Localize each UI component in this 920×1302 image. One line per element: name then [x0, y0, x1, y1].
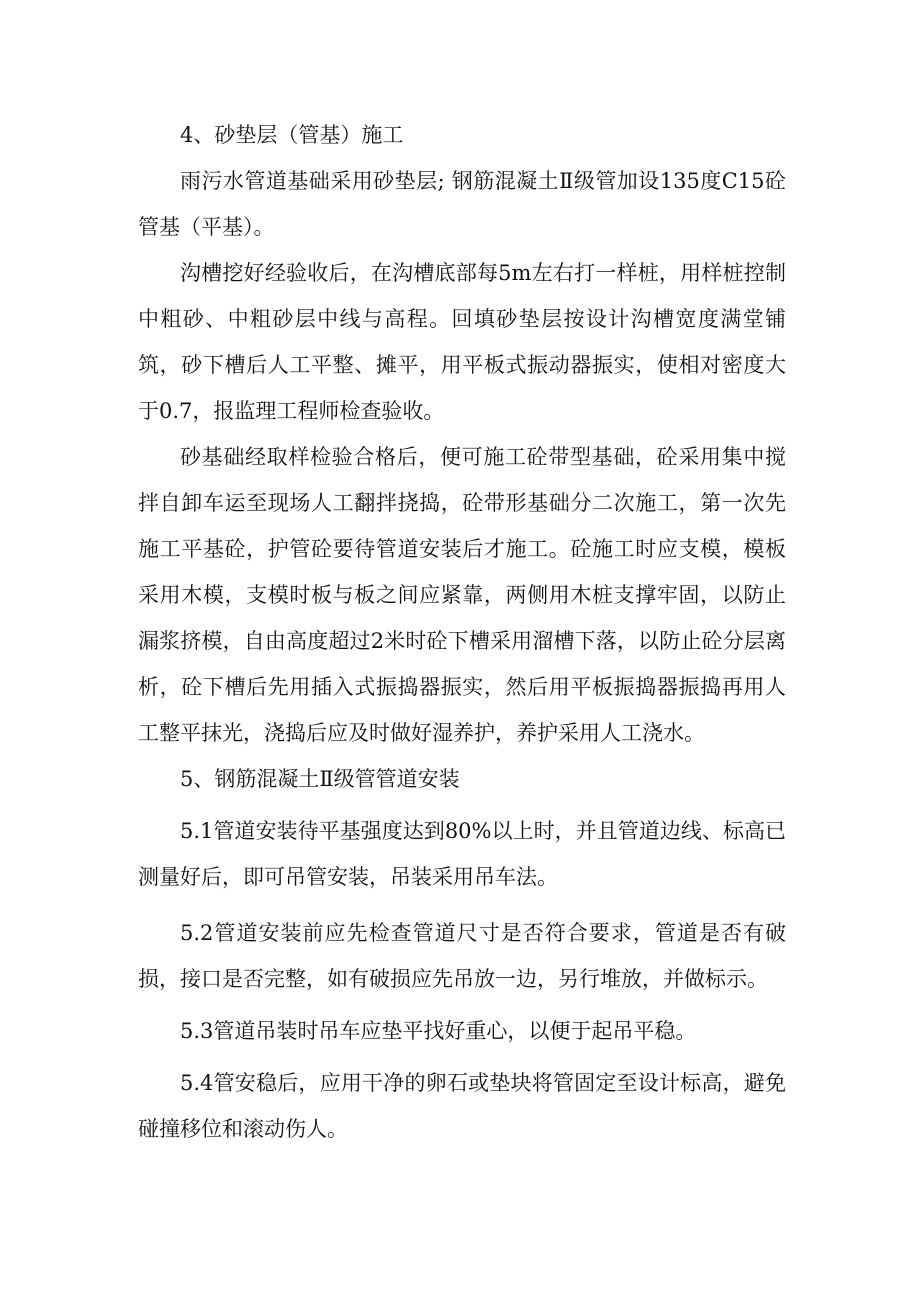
paragraph-5-2: 5.2管道安装前应先检查管道尺寸是否符合要求，管道是否有破损，接口是否完整，如有破损应先吊放一边，另行堆放，并做标示。 — [138, 921, 786, 991]
paragraph-concrete-foundation: 砂基础经取样检验合格后，便可施工砼带型基础，砼采用集中搅拌自卸车运至现场人工翻拌挠捣，砼带形基础分二次施工，第一次先施工平基砼，护管砼要待管道安装后才施工。砼施工时应支模，模板采用木模，支模时板与板之间应紧靠，两侧用木桩支撑牢固，以防止漏浆挤模，自由高度超过2米时砼下槽采用溜槽下落，以防止砼分层离析，砼下槽后先用插入式振捣器振实，然后用平板振捣器振捣再用人工整平抹光，浇捣后应及时做好湿养护，养护采用人工浇水。 — [138, 445, 786, 745]
paragraph-5-4: 5.4管安稳后，应用干净的卵石或垫块将管固定至设计标高，避免碰撞移位和滚动伤人。 — [138, 1071, 786, 1141]
section-heading-5: 5、钢筋混凝土Ⅱ级管管道安装 — [180, 767, 460, 791]
section-heading-4: 4、砂垫层（管基）施工 — [180, 123, 404, 147]
paragraph-trench-acceptance: 沟槽挖好经验收后，在沟槽底部每5m左右打一样桩，用样桩控制中粗砂、中粗砂层中线与高程。回填砂垫层按设计沟槽宽度满堂铺筑，砂下槽后人工平整、摊平，用平板式振动器振实，使相对密度大于0.7，报监理工程师检查验收。 — [138, 261, 786, 423]
document-body — [138, 112, 786, 1152]
paragraph-5-3: 5.3管道吊装时吊车应垫平找好重心，以便于起吊平稳。 — [180, 1019, 697, 1043]
paragraph-sand-base-materials: 雨污水管道基础采用砂垫层; 钢筋混凝土Ⅱ级管加设135度C15砼管基（平基）。 — [138, 169, 786, 239]
paragraph-5-1: 5.1管道安装待平基强度达到80%以上时，并且管道边线、标高已测量好后，即可吊管安装，吊装采用吊车法。 — [138, 819, 786, 889]
